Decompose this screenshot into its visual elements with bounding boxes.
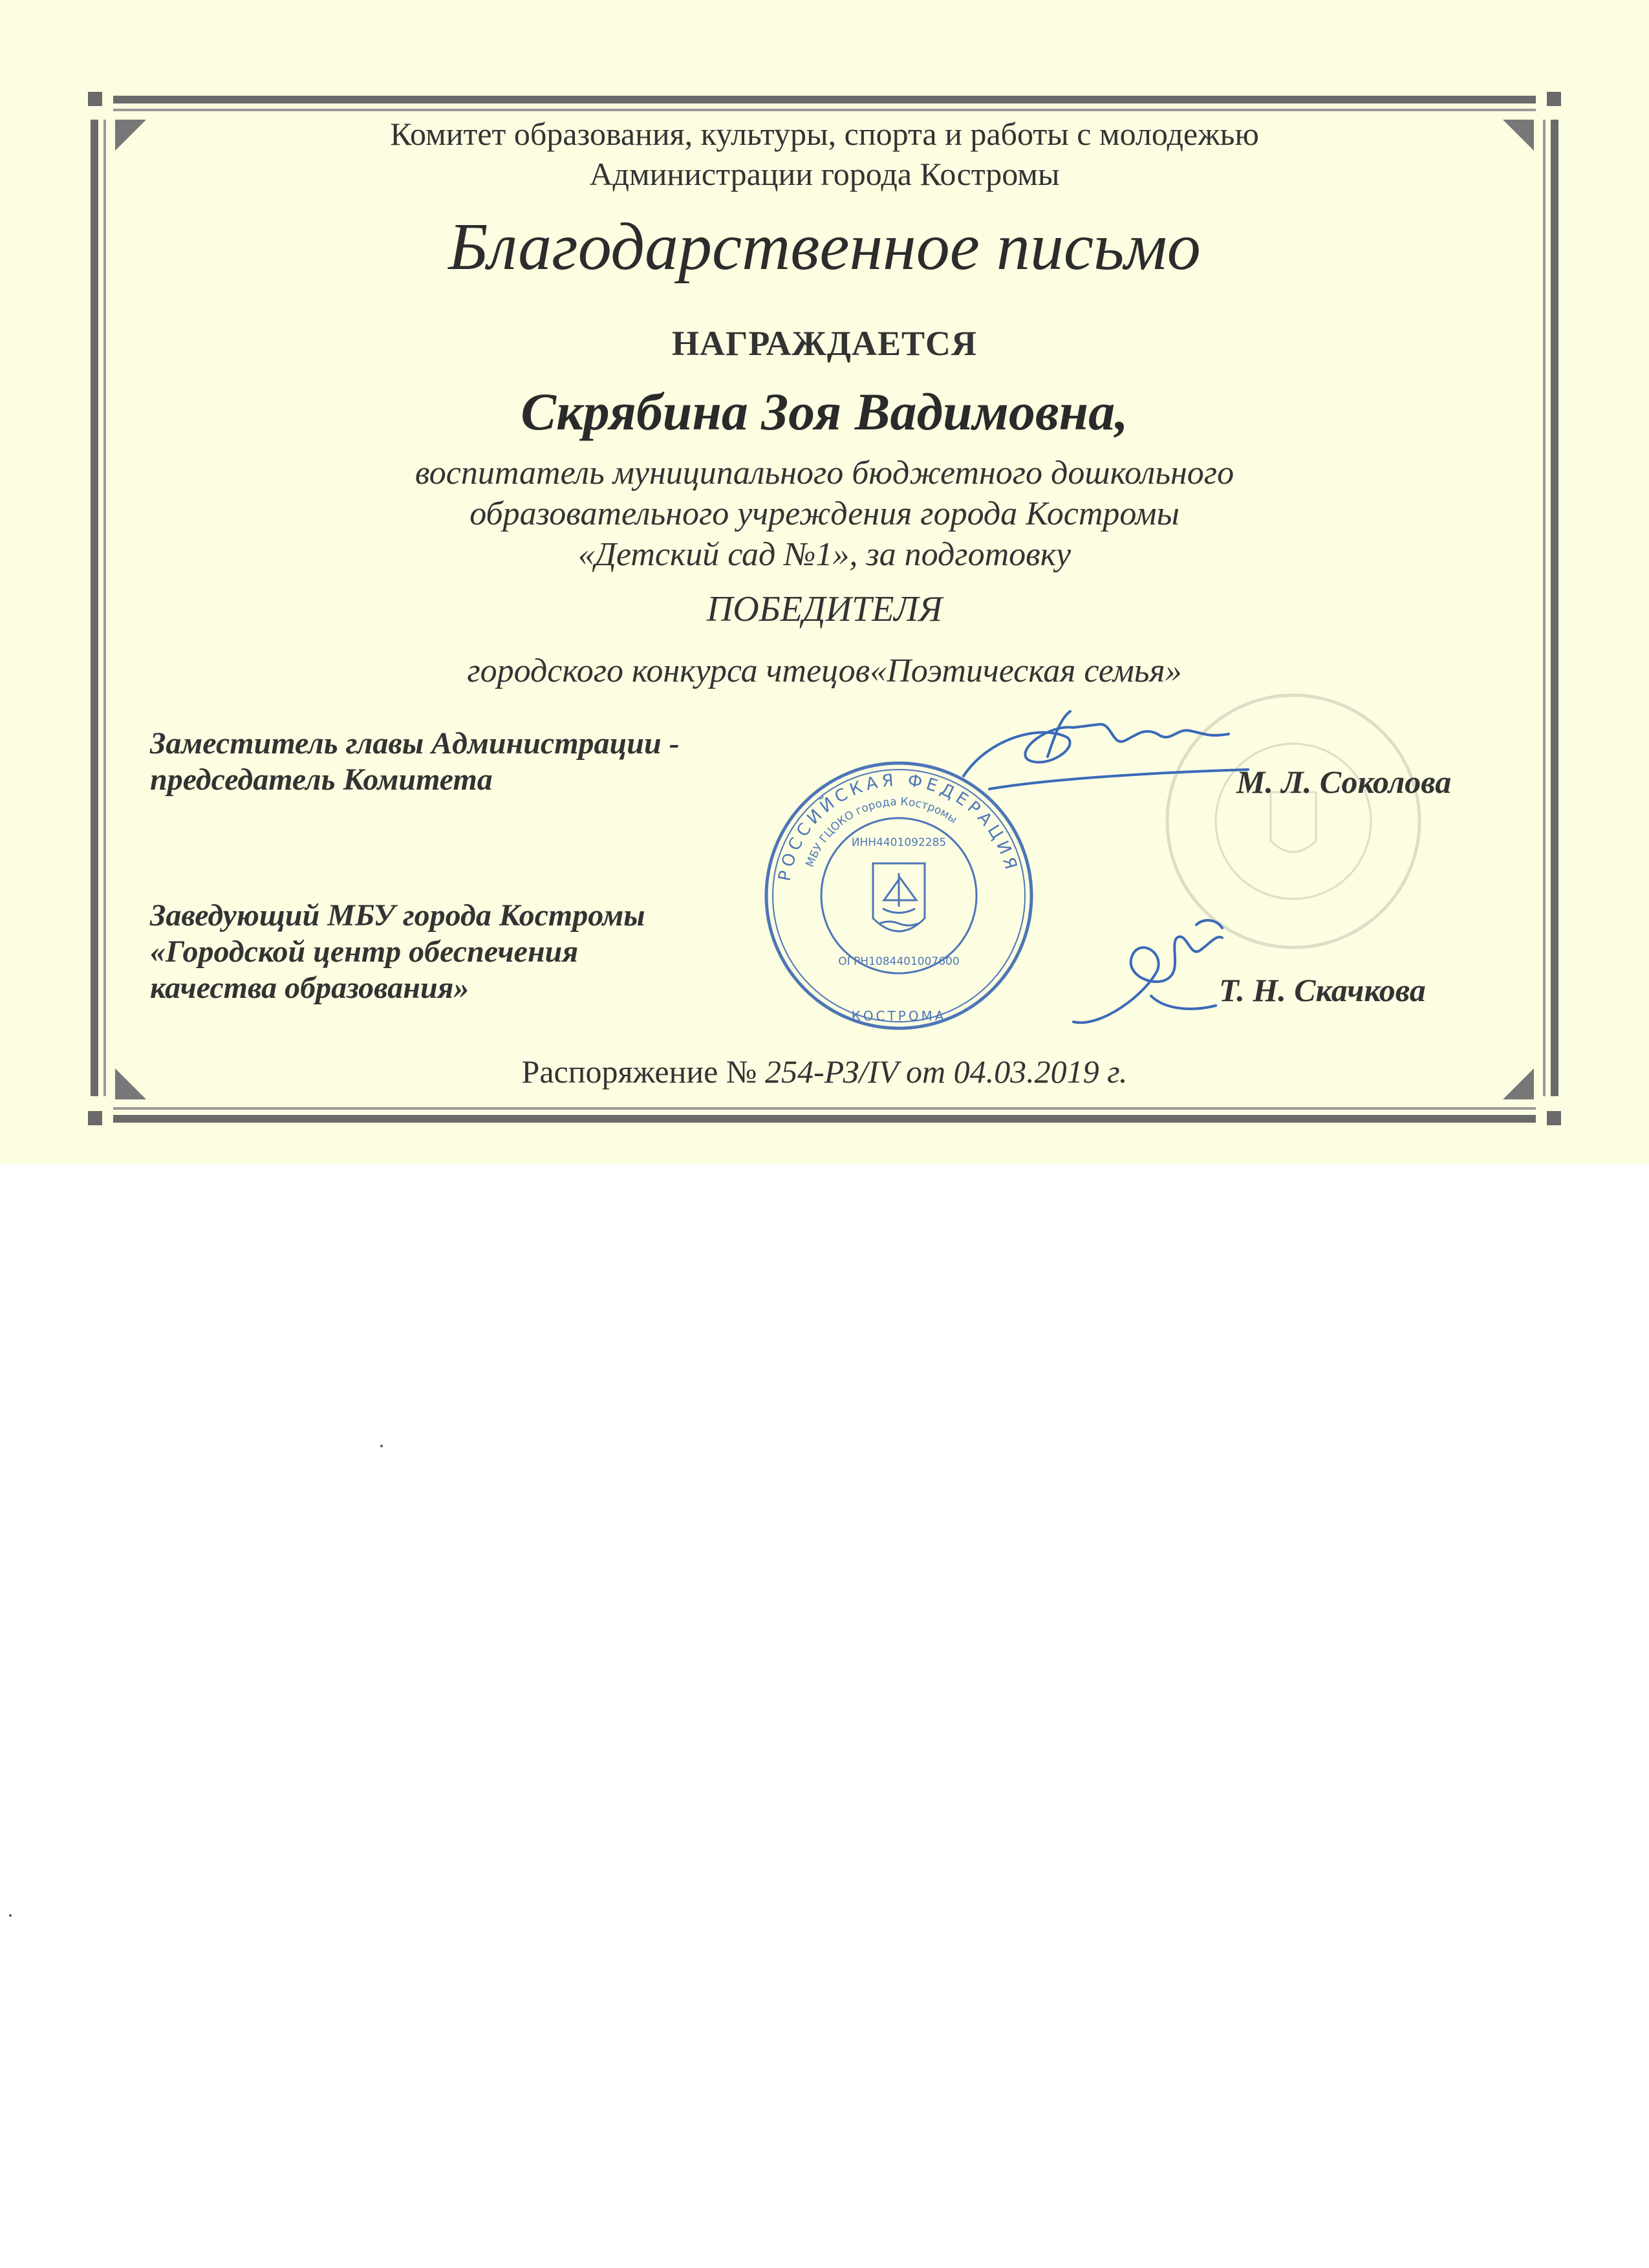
stamp-inner-text: МБУ ГЦОКО города Костромы bbox=[803, 795, 960, 869]
stamp-outer-text: РОССИЙСКАЯ ФЕДЕРАЦИЯ bbox=[775, 770, 1022, 883]
winner-label: ПОБЕДИТЕЛЯ bbox=[706, 589, 943, 629]
order-number: 254-РЗ/IV от 04.03.2019 г. bbox=[765, 1053, 1128, 1090]
description-line-3: «Детский сад №1», за подготовку bbox=[577, 536, 1072, 573]
frame-bottom-inner-line bbox=[113, 1107, 1536, 1110]
certificate-title: Благодарственное письмо bbox=[448, 210, 1201, 284]
corner-square-br bbox=[1547, 1111, 1561, 1125]
stamp-inn: ИНН4401092285 bbox=[851, 836, 947, 849]
signatory-2-title-line-3: качества образования» bbox=[150, 971, 469, 1005]
order-line bbox=[0, 1053, 1649, 1090]
description-line-2: образовательного учреждения города Костромы bbox=[469, 495, 1180, 532]
signature-1 bbox=[951, 698, 1261, 808]
stamp-ogrn: ОГРН1084401007600 bbox=[838, 955, 960, 968]
description-line-1: воспитатель муниципального бюджетного дошкольного bbox=[415, 455, 1234, 491]
corner-square-tr bbox=[1547, 92, 1561, 106]
header-line-1: Комитет образования, культуры, спорта и работы с молодежью bbox=[390, 116, 1259, 152]
corner-square-tl bbox=[88, 92, 102, 106]
order-prefix: Распоряжение № bbox=[521, 1053, 765, 1090]
contest-line: городского конкурса чтецов«Поэтическая семья» bbox=[467, 653, 1182, 689]
header-line-2: Администрации города Костромы bbox=[589, 156, 1060, 192]
signatory-1-title-line-2: председатель Комитета bbox=[150, 762, 493, 797]
stamp-city: КОСТРОМА bbox=[851, 1008, 947, 1024]
signatory-2-title-line-2: «Городской центр обеспечения bbox=[150, 934, 579, 969]
frame-bottom-line bbox=[113, 1115, 1536, 1123]
recipient-name: Скрябина Зоя Вадимовна, bbox=[521, 382, 1128, 441]
scan-speck-2 bbox=[9, 1914, 12, 1917]
coat-of-arms-icon bbox=[873, 863, 925, 931]
signatory-2-title bbox=[150, 898, 645, 1006]
scan-speck-1 bbox=[380, 1445, 383, 1447]
signatory-1-title-line-1: Заместитель главы Администрации - bbox=[150, 726, 680, 761]
signatory-2-title-line-1: Заведующий МБУ города Костромы bbox=[150, 898, 645, 933]
frame-top-inner-line bbox=[113, 109, 1536, 111]
award-label: НАГРАЖДАЕТСЯ bbox=[671, 324, 977, 363]
frame-top-line bbox=[113, 96, 1536, 103]
corner-square-bl bbox=[88, 1111, 102, 1125]
signatory-1-title bbox=[150, 726, 680, 798]
signatory-1-name: М. Л. Соколова bbox=[1236, 764, 1452, 800]
signatory-2-name: Т. Н. Скачкова bbox=[1219, 972, 1426, 1008]
